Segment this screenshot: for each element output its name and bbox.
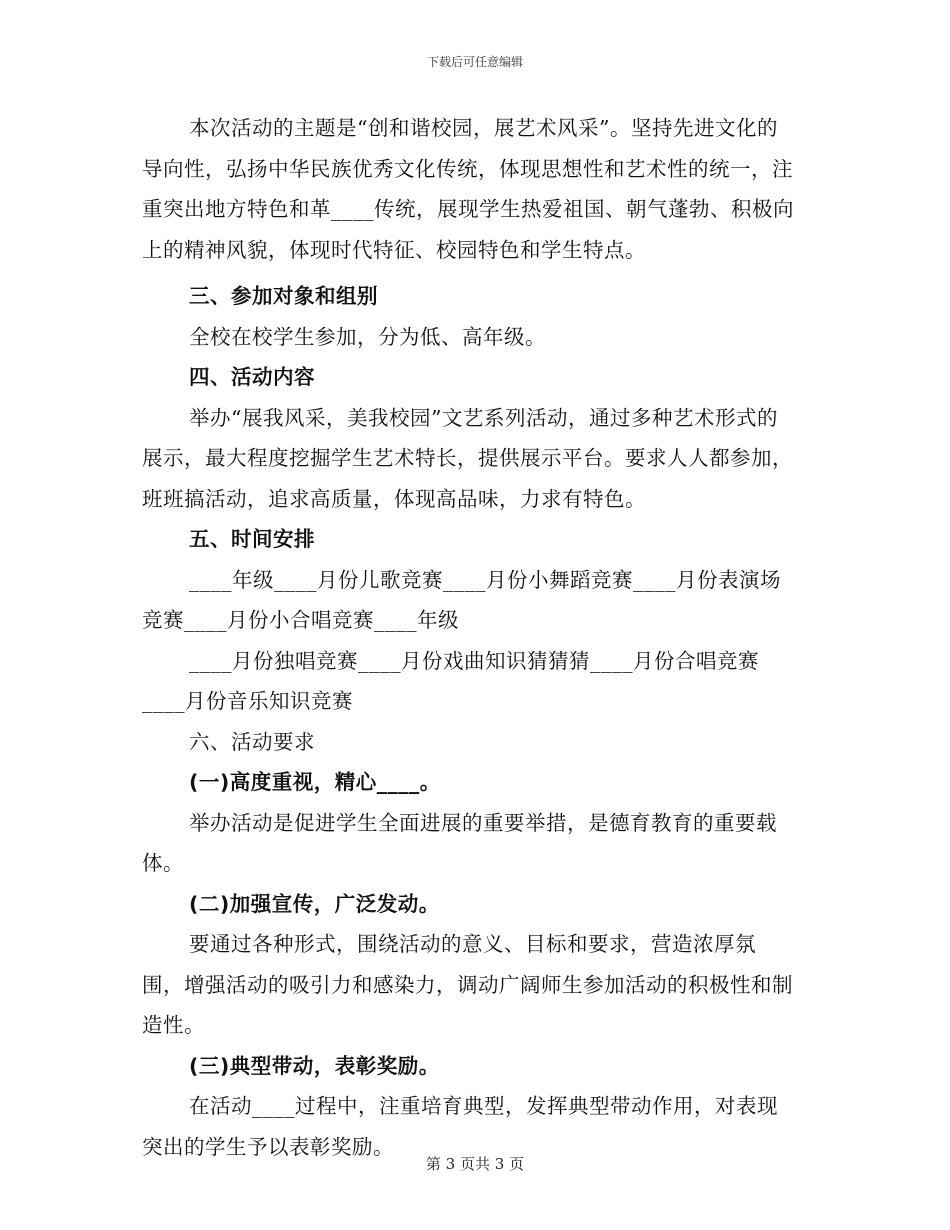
subheading-1: (一)高度重视，精心____。: [189, 770, 441, 794]
paragraph-schedule-1: ____年级____月份儿歌竞赛____月份小舞蹈竞赛____月份表演场竞赛____月份小合唱竞赛____年级: [142, 567, 781, 632]
page-footer: 第 3 页共 3 页: [425, 1155, 525, 1173]
paragraph-participants: 全校在校学生参加，分为低、高年级。: [189, 324, 546, 349]
paragraph-theme: 本次活动的主题是“创和谐校园，展艺术风采”。坚持先进文化的导向性，弘扬中华民族优秀文化传统，体现思想性和艺术性的统一，注重突出地方特色和革____传统，展现学生热爱祖国、朝气蓬勃、积极向上的精神风貌，体现时代特征、校园特色和学生特点。: [142, 116, 794, 262]
heading-content: 四、活动内容: [189, 365, 315, 389]
paragraph-content: 举办“展我风采，美我校园”文艺系列活动，通过多种艺术形式的展示，最大程度挖掘学生艺术特长，提供展示平台。要求人人都参加，班班搞活动，追求高质量，体现高品味，力求有特色。: [142, 405, 793, 511]
paragraph-req-3: 在活动____过程中，注重培育典型，发挥典型带动作用，对表现突出的学生予以表彰奖励。: [142, 1094, 778, 1159]
heading-requirements: 六、活动要求: [189, 729, 315, 754]
paragraph-req-1: 举办活动是促进学生全面进展的重要举措，是德育教育的重要载体。: [142, 810, 777, 875]
subheading-3: (三)典型带动，表彰奖励。: [189, 1053, 440, 1078]
heading-participants: 三、参加对象和组别: [189, 284, 378, 308]
document-body: [142, 108, 797, 1167]
subheading-2: (二)加强宣传，广泛发动。: [189, 891, 440, 916]
page-header: 下载后可任意编辑: [426, 55, 523, 69]
heading-schedule: 五、时间安排: [189, 527, 315, 551]
paragraph-req-2: 要通过各种形式，围绕活动的意义、目标和要求，营造浓厚氛围，增强活动的吸引力和感染力，调动广阔师生参加活动的积极性和制造性。: [142, 932, 793, 1037]
paragraph-schedule-2: ____月份独唱竞赛____月份戏曲知识猜猜猜____月份合唱竞赛____月份音乐知识竞赛: [142, 648, 759, 713]
